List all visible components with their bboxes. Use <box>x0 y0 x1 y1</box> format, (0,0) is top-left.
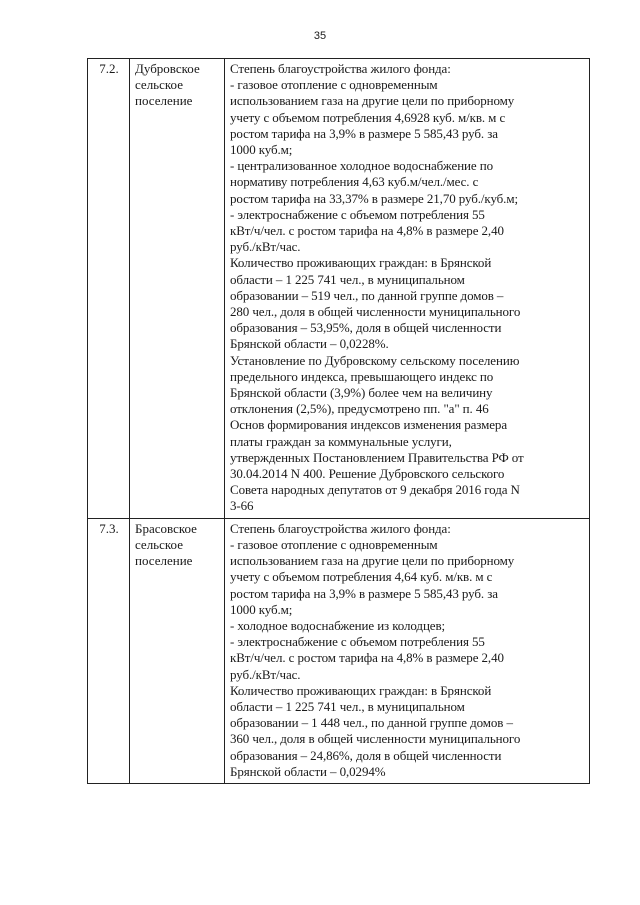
settlement-name <box>130 59 225 519</box>
row-number: 7.3. <box>88 518 130 783</box>
description-line: ростом тарифа на 33,37% в размере 21,70 руб./куб.м; <box>230 190 518 206</box>
description-line: 360 чел., доля в общей численности муниципального <box>230 731 521 747</box>
description-line: 1000 куб.м; <box>230 142 293 158</box>
page-number: 35 <box>313 30 327 42</box>
description-line: Количество проживающих граждан: в Брянской <box>230 255 492 271</box>
description-line: утвержденных Постановлением Правительства РФ от <box>230 449 524 465</box>
description-line: - электроснабжение с объемом потребления 55 <box>230 634 485 650</box>
description-line: - газовое отопление с одновременным <box>230 77 438 93</box>
description-line: кВт/ч/чел. с ростом тарифа на 4,8% в размере 2,40 <box>230 223 504 239</box>
description-line: использованием газа на другие цели по приборному <box>230 553 515 569</box>
description <box>225 518 590 783</box>
description-line: Степень благоустройства жилого фонда: <box>230 520 451 536</box>
description-line: нормативу потребления 4,63 куб.м/чел./мес. с <box>230 174 479 190</box>
description-line: - холодное водоснабжение из колодцев; <box>230 617 446 633</box>
description-line: Брянской области – 0,0228%. <box>230 336 389 352</box>
table-row <box>88 518 590 783</box>
description-line: учету с объемом потребления 4,64 куб. м/кв. м с <box>230 569 493 585</box>
description-line: руб./кВт/час. <box>230 666 301 682</box>
description-line: ростом тарифа на 3,9% в размере 5 585,43 руб. за <box>230 585 498 601</box>
description-line: образования – 53,95%, доля в общей численности <box>230 320 502 336</box>
settlement-name-line: Дубровское <box>135 61 200 76</box>
description <box>225 59 590 519</box>
description-line: области – 1 225 741 чел., в муниципальном <box>230 698 465 714</box>
description-line: - газовое отопление с одновременным <box>230 536 438 552</box>
settlement-name-line: поселение <box>135 93 193 109</box>
settlement-name <box>130 518 225 783</box>
tariff-table <box>87 58 590 784</box>
description-line: 3-66 <box>230 498 254 514</box>
description-line: образовании – 519 чел., по данной группе домов – <box>230 287 504 303</box>
description-line: 30.04.2014 N 400. Решение Дубровского сельского <box>230 466 505 482</box>
description-line: Установление по Дубровскому сельскому поселению <box>230 352 520 368</box>
table-row <box>88 59 590 519</box>
description-line: предельного индекса, превышающего индекс по <box>230 368 494 384</box>
description-line: 280 чел., доля в общей численности муниципального <box>230 304 521 320</box>
description-line: использованием газа на другие цели по приборному <box>230 93 515 109</box>
description-line: Основ формирования индексов изменения размера <box>230 417 508 433</box>
description-line: Брянской области – 0,0294% <box>230 763 386 779</box>
description-line: отклонения (2,5%), предусмотрено пп. "а" п. 46 <box>230 401 489 417</box>
settlement-name-line: сельское <box>135 536 183 552</box>
description-line: образования – 24,86%, доля в общей численности <box>230 747 502 763</box>
row-number: 7.2. <box>88 59 130 519</box>
description-line: ростом тарифа на 3,9% в размере 5 585,43 руб. за <box>230 125 498 141</box>
description-line: образовании – 1 448 чел., по данной группе домов – <box>230 715 513 731</box>
description-line: Степень благоустройства жилого фонда: <box>230 61 451 76</box>
description-line: Совета народных депутатов от 9 декабря 2016 года N <box>230 482 520 498</box>
settlement-name-line: поселение <box>135 553 193 569</box>
description-line: Брянской области (3,9%) более чем на величину <box>230 385 493 401</box>
description-line: платы граждан за коммунальные услуги, <box>230 433 452 449</box>
description-line: области – 1 225 741 чел., в муниципальном <box>230 271 465 287</box>
table-body <box>88 59 590 784</box>
description-line: - электроснабжение с объемом потребления 55 <box>230 206 485 222</box>
description-line: руб./кВт/час. <box>230 239 301 255</box>
description-line: кВт/ч/чел. с ростом тарифа на 4,8% в размере 2,40 <box>230 650 504 666</box>
description-line: - централизованное холодное водоснабжение по <box>230 158 493 174</box>
description-line: учету с объемом потребления 4,6928 куб. м/кв. м с <box>230 109 506 125</box>
settlement-name-line: Брасовское <box>135 520 197 536</box>
description-line: Количество проживающих граждан: в Брянской <box>230 682 492 698</box>
settlement-name-line: сельское <box>135 77 183 93</box>
description-line: 1000 куб.м; <box>230 601 293 617</box>
